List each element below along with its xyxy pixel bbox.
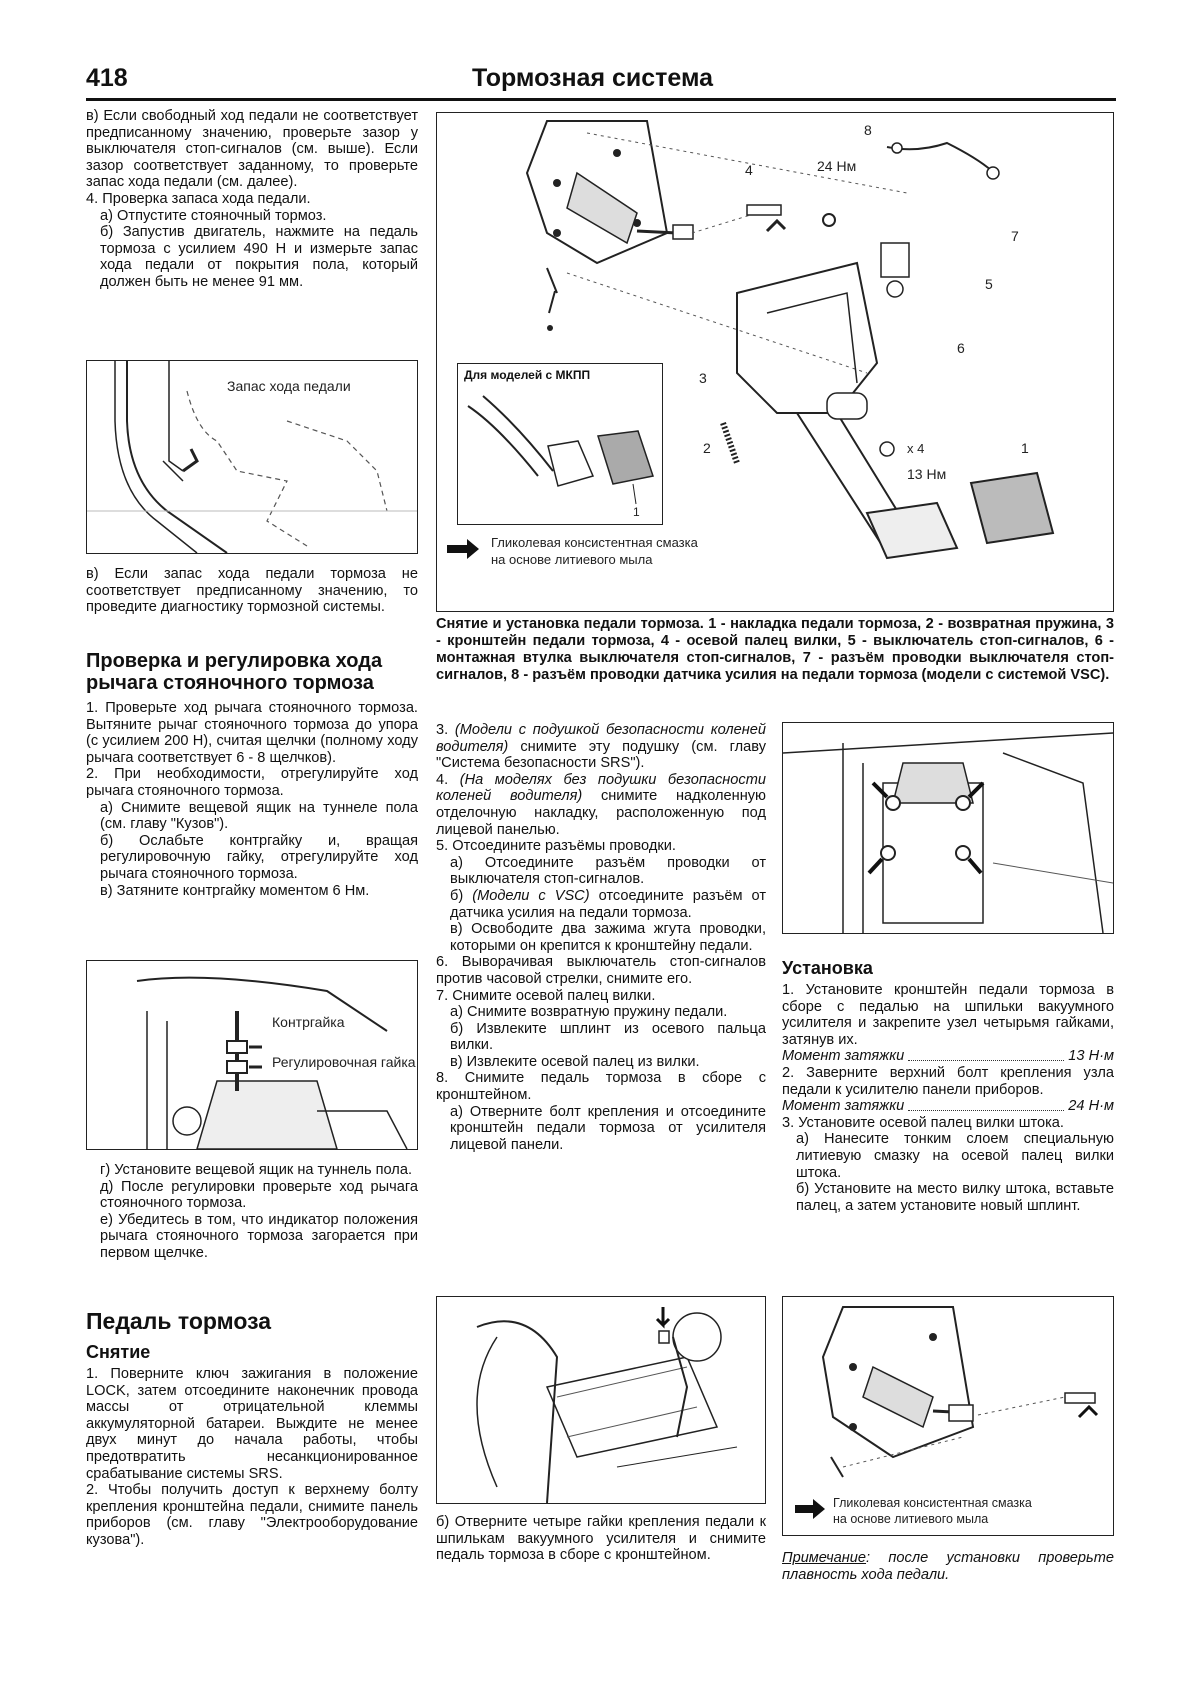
main-figure-caption: Снятие и установка педали тормоза. 1 - накладка педали тормоза, 2 - возвратная пружина, 3 - кронштейн педали тормоза, 4 - осевой палец вилки, 5 - выключатель стоп-сигналов, 6 - монтажная втулка выключателя стоп-сигналов, 7 - разъём проводки выключателя стоп-сигналов, 8 - разъём проводки датчика усилия на педали тормоза (модели с системой VSC). [436, 616, 1114, 683]
parking-steps [86, 700, 418, 899]
install-step-1: 1. Установите кронштейн педали тормоза в сборе с педалью на шпильки вакуумного усилителя и закрепите узел четырьмя гайками, затянув их. [782, 982, 1114, 1048]
removal-step-4: 4. (На моделях без подушки безопасности коленей водителя) снимите надколенную отделочную накладку, расположенную под лицевой панелью. [436, 771, 767, 838]
pedal-reserve-drawing [87, 361, 417, 553]
page-title: Тормозная система [472, 64, 714, 92]
torque-row-1: Момент затяжки 13 Н·м [782, 1048, 1114, 1065]
main-legend-line2: на основе литиевого мыла [491, 552, 653, 567]
label-7: 7 [1011, 228, 1019, 244]
page-number: 418 [86, 64, 128, 92]
removal-step-2: 2. Чтобы получить доступ к верхнему болту крепления кронштейна педали, снимите панель приборов (см. главу "Электрооборудование кузова"). [86, 1482, 418, 1548]
arrow-icon-2 [795, 1499, 825, 1519]
figure-nuts-location [782, 722, 1114, 934]
brace-bolt-drawing [437, 1297, 765, 1503]
parking-step-2d: г) Установите вещевой ящик на туннель пола. [100, 1162, 412, 1178]
label-1: 1 [1021, 440, 1029, 456]
parking-step-2f: е) Убедитесь в том, что индикатор положения рычага стояночного тормоза загорается при первом щелчке. [100, 1211, 418, 1261]
intro-para-1: в) Если свободный ход педали не соответствует предписанному значению, проверьте зазор у выключателя стоп-сигналов (см. выше). Если зазор соответствует заданному, то проверьте запас хода педали (см. далее). [86, 108, 418, 191]
note-label: Примечание [782, 1550, 867, 1566]
label-2: 2 [703, 440, 711, 456]
install-heading: Установка [782, 958, 873, 978]
parking-step-2b: б) Ослабьте контргайку и, вращая регулировочную гайку, отрегулируйте ход рычага стояночного тормоза. [100, 832, 418, 882]
inset-mt-models [457, 363, 663, 525]
removal-step-1: 1. Поверните ключ зажигания в положение LOCK, затем отсоедините наконечник провода массы от отрицательной клеммы аккумуляторной батареи. Выждите не менее двух минут до начала работы, чтобы предотвратить несанкционированное срабатывание системы SRS. [86, 1366, 418, 1482]
times4-label: x 4 [907, 441, 925, 456]
removal-step-6: 6. Выворачивая выключатель стоп-сигналов против часовой стрелки, снимите его. [436, 954, 766, 987]
inset-label-1: 1 [633, 505, 640, 519]
adjust-nut-label: Регулировочная гайка [272, 1054, 416, 1070]
torque-13-label: 13 Нм [907, 466, 947, 482]
arrow-icon [447, 539, 479, 559]
install-step-3b: б) Установите на место вилку штока, вставьте палец, а затем установите новый шплинт. [796, 1181, 1114, 1214]
note-text: : после установки проверьте плавность хода педали. [782, 1550, 1114, 1583]
locknut-label: Контргайка [272, 1014, 345, 1030]
install-legend-line2: на основе литиевого мыла [833, 1512, 989, 1526]
removal-step-5a: а) Отсоедините разъём проводки от выключателя стоп-сигналов. [450, 854, 766, 888]
removal-step-8a: а) Отверните болт крепления и отсоедините кронштейн педали тормоза от усилителя лицевой панели. [450, 1103, 766, 1153]
parking-after [86, 1162, 418, 1262]
install-note [782, 1550, 1114, 1583]
removal-step-8: 8. Снимите педаль тормоза в сборе с кронштейном. [436, 1070, 766, 1104]
parking-heading: Проверка и регулировка хода рычага стояночного тормоза [86, 650, 383, 694]
pedal-heading: Педаль тормоза [86, 1308, 271, 1334]
removal-step-7c: в) Извлеките осевой палец из вилки. [450, 1053, 700, 1070]
clevis-pin-drawing [783, 1297, 1113, 1535]
parking-step-2e: д) После регулировки проверьте ход рычага стояночного тормоза. [100, 1178, 418, 1212]
torque-24-label: 24 Нм [817, 158, 857, 174]
figure-brace-bolt [436, 1296, 766, 1504]
col2-steps-top [436, 722, 766, 1153]
parking-step-2a: а) Снимите вещевой ящик на туннеле пола (см. главу "Кузов"). [100, 799, 418, 833]
removal-step-7: 7. Снимите осевой палец вилки. [436, 987, 656, 1004]
torque-row-2: Момент затяжки 24 Н·м [782, 1098, 1114, 1115]
header-rule [86, 98, 1116, 101]
figure-pedal-reserve [86, 360, 418, 554]
intro-text [86, 108, 418, 291]
parking-step-2: 2. При необходимости, отрегулируйте ход рычага стояночного тормоза. [86, 766, 418, 799]
removal-step-5b: б) (Модели с VSC) отсоедините разъём от датчика усилия на педали тормоза. [450, 887, 767, 921]
inset-drawing [458, 386, 662, 522]
inset-title: Для моделей с МКПП [464, 368, 591, 382]
nuts-location-drawing [783, 723, 1113, 933]
pedal-assembly-drawing [437, 113, 1113, 611]
label-3: 3 [699, 370, 707, 386]
parking-step-2c: в) Затяните контргайку моментом 6 Нм. [100, 882, 370, 899]
removal-step-7a: а) Снимите возвратную пружину педали. [450, 1004, 728, 1021]
label-8: 8 [864, 122, 872, 138]
intro-step-4b: б) Запустив двигатель, нажмите на педаль тормоза с усилием 490 Н и измерьте запас хода педали от покрытия пола, который должен быть не менее 91 мм. [100, 224, 418, 290]
label-4: 4 [745, 162, 753, 178]
intro-step-4a: а) Отпустите стояночный тормоз. [100, 207, 327, 224]
after-fig1-text: в) Если запас хода педали тормоза не соответствует предписанному значению, то проведите диагностику тормозной системы. [86, 566, 418, 616]
figure-pedal-assembly [436, 112, 1114, 612]
removal-steps [86, 1366, 418, 1549]
label-6: 6 [957, 340, 965, 356]
install-steps [782, 982, 1114, 1214]
removal-step-8b: б) Отверните четыре гайки крепления педали к шпилькам вакуумного усилителя и снимите педаль тормоза в сборе с кронштейном. [436, 1514, 766, 1564]
intro-step-4: 4. Проверка запаса хода педали. [86, 190, 311, 207]
removal-step-3: 3. (Модели с подушкой безопасности коленей водителя) снимите эту подушку (см. главу "Система безопасности SRS"). [436, 722, 766, 772]
label-5: 5 [985, 276, 993, 292]
removal-step-7b: б) Извлеките шплинт из осевого пальца вилки. [450, 1020, 766, 1054]
figure-parking-adjust [86, 960, 418, 1150]
parking-step-1: 1. Проверьте ход рычага стояночного тормоза. Вытяните рычаг стояночного тормоза до упора (с усилием 200 Н), считая щелчки (полному ходу рычага соответствует 6 - 8 щелчков). [86, 700, 418, 766]
figure-clevis-pin [782, 1296, 1114, 1536]
removal-heading: Снятие [86, 1342, 151, 1362]
install-step-3a: а) Нанесите тонким слоем специальную литиевую смазку на осевой палец вилки штока. [796, 1131, 1114, 1181]
parking-adjust-drawing [87, 961, 417, 1149]
install-legend-line1: Гликолевая консистентная смазка [833, 1496, 1032, 1510]
main-legend-line1: Гликолевая консистентная смазка [491, 535, 698, 550]
removal-step-5: 5. Отсоедините разъёмы проводки. [436, 838, 676, 855]
install-step-2: 2. Заверните верхний болт крепления узла педали к усилителю панели приборов. [782, 1064, 1114, 1098]
reserve-label: Запас хода педали [227, 378, 351, 394]
removal-step-5c: в) Освободите два зажима жгута проводки, которыми он крепится к кронштейну педали. [450, 921, 766, 954]
install-step-3: 3. Установите осевой палец вилки штока. [782, 1114, 1064, 1131]
